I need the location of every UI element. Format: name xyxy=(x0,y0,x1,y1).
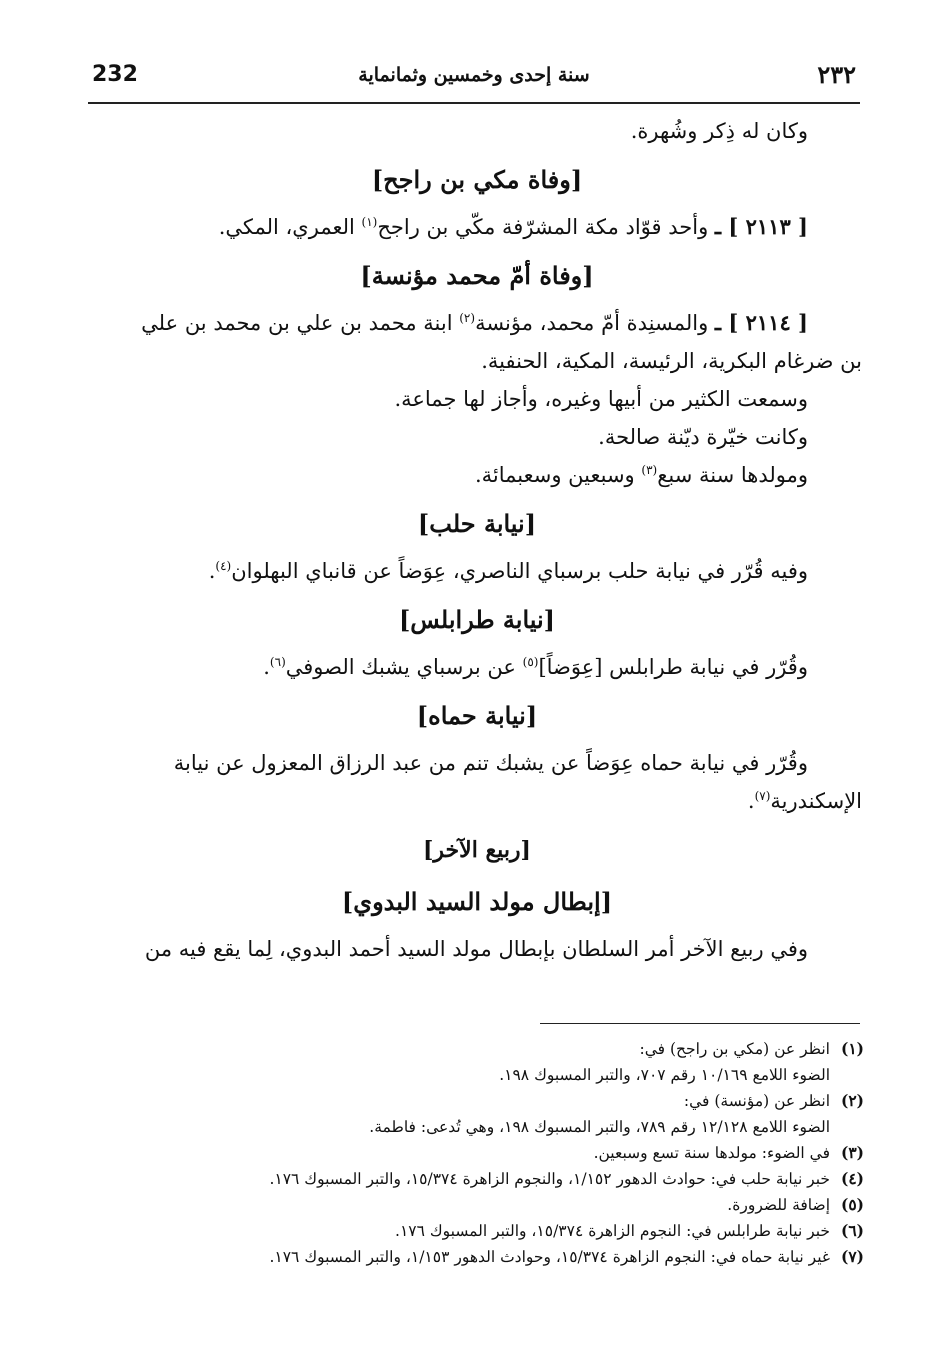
text-span: وقُرّر في نيابة طرابلس [عِوَضاً] xyxy=(538,655,808,679)
footnote-text: غير نيابة حماه في: النجوم الزاهرة ١٥/٣٧٤، وحوادث الدهور ١/١٥٣، والتبر المسبوك ١٧٦. xyxy=(269,1248,830,1266)
entry-text: وأحد قوّاد مكة المشرّفة مكّي بن راجح xyxy=(377,215,715,239)
entry-2114 xyxy=(92,304,862,342)
text-line xyxy=(92,456,862,494)
text-span: عن برسباي يشبك الصوفي xyxy=(285,655,523,679)
section-heading: [ربيع الآخر] xyxy=(423,837,531,863)
running-title: سنة إحدى وخمسين وثمانماية xyxy=(358,64,590,86)
text-line: وقُرّر في نيابة حماه عِوَضاً عن يشبك تنم من عبد الرزاق المعزول عن نيابة xyxy=(173,751,808,775)
text-span: الإسكندرية xyxy=(770,789,862,813)
section-heading: [نيابة طرابلس] xyxy=(398,605,556,634)
entry-number: [ ٢١١٣ ] ـ xyxy=(714,214,808,239)
footnote-item xyxy=(100,1166,864,1192)
text-span: وسبعين وسعبمائة. xyxy=(474,463,642,487)
text-span: وفيه قُرّر في نيابة حلب برسباي الناصري، عِوَضاً عن قانباي البهلوان xyxy=(231,559,808,583)
page-number-latin: 232 xyxy=(92,62,138,87)
footnote-number: (٦) xyxy=(840,1221,864,1240)
text-span: . xyxy=(747,789,755,813)
page-number-arabic: ٢٣٢ xyxy=(817,60,856,89)
footnote-number: (٤) xyxy=(840,1169,864,1188)
footnote-text: انظر عن (مؤنسة) في: xyxy=(683,1092,830,1110)
entry-2113 xyxy=(92,208,862,246)
footnote-ref: (١) xyxy=(361,215,378,229)
section-heading: [نيابة حماه] xyxy=(416,701,538,730)
footnote-continuation: الضوء اللامع ١٢/١٢٨ رقم ٧٨٩، والتبر المسبوك ١٩٨، وهي تُدعى: فاطمة. xyxy=(369,1118,830,1136)
footnote-text: خبر نيابة طرابلس في: النجوم الزاهرة ١٥/٣٧٤، والتبر المسبوك ١٧٦. xyxy=(395,1222,830,1240)
footnote-number: (٣) xyxy=(840,1143,864,1162)
text-span: ومولدها سنة سبع xyxy=(657,463,808,487)
entry-text: ابنة محمد بن علي بن محمد بن علي xyxy=(141,311,460,335)
footnote-ref: (٥) xyxy=(522,655,539,669)
footnotes xyxy=(100,1036,864,1270)
section-heading: [إبطال مولد السيد البدوي] xyxy=(341,887,613,916)
text-line: وكان له ذِكر وشُهرة. xyxy=(630,119,808,143)
footnote-ref: (٣) xyxy=(641,463,658,477)
section-heading: [وفاة مكي بن راجح] xyxy=(371,165,583,194)
footnote-number: (٢) xyxy=(840,1091,864,1110)
text-line xyxy=(92,552,862,590)
footnote-item xyxy=(100,1192,864,1218)
footnote-number: (٧) xyxy=(840,1247,864,1266)
text-line xyxy=(92,648,862,686)
footnote-item xyxy=(100,1218,864,1244)
footnote-rule xyxy=(540,1023,860,1024)
main-text xyxy=(92,112,862,968)
text-span: . xyxy=(208,559,216,583)
footnote-text: خبر نيابة حلب في: حوادث الدهور ١/١٥٢، والنجوم الزاهرة ١٥/٣٧٤، والتبر المسبوك ١٧٦. xyxy=(269,1170,830,1188)
text-line: بن ضرغام البكرية، الرئيسة، المكية، الحنفية. xyxy=(481,349,862,373)
text-span: . xyxy=(263,655,270,679)
footnote-continuation: الضوء اللامع ١٠/١٦٩ رقم ٧٠٧، والتبر المسبوك ١٩٨. xyxy=(499,1066,830,1084)
section-heading: [وفاة أمّ محمد مؤنسة] xyxy=(360,261,594,290)
running-header xyxy=(88,58,860,98)
header-rule xyxy=(88,102,860,104)
text-line: وفي ربيع الآخر أمر السلطان بإبطال مولد السيد أحمد البدوي، لِما يقع فيه من xyxy=(144,937,808,961)
footnote-ref: (٤) xyxy=(215,559,232,573)
footnote-text: في الضوء: مولدها سنة تسع وسبعين. xyxy=(593,1144,830,1162)
footnote-ref: (٦) xyxy=(269,655,286,669)
entry-text: والمسنِدة أمّ محمد، مؤنسة xyxy=(475,311,715,335)
footnote-ref: (٢) xyxy=(459,311,476,325)
footnote-item xyxy=(100,1036,864,1062)
footnote-number: (٥) xyxy=(840,1195,864,1214)
text-line: وكانت خيّرة ديّنة صالحة. xyxy=(598,425,808,449)
entry-number: [ ٢١١٤ ] ـ xyxy=(714,310,808,335)
footnote-item xyxy=(100,1140,864,1166)
text-line xyxy=(92,782,862,820)
footnote-ref: (٧) xyxy=(754,789,771,803)
footnote-number: (١) xyxy=(840,1039,864,1058)
footnote-item xyxy=(100,1244,864,1270)
text-line: وسمعت الكثير من أبيها وغيره، وأجاز لها جماعة. xyxy=(394,387,808,411)
footnote-text: إضافة للضرورة. xyxy=(727,1196,830,1214)
section-heading: [نيابة حلب] xyxy=(417,509,537,538)
entry-text: العمري، المكي. xyxy=(218,215,362,239)
footnote-item xyxy=(100,1088,864,1114)
footnote-text: انظر عن (مكي بن راجح) في: xyxy=(639,1040,830,1058)
